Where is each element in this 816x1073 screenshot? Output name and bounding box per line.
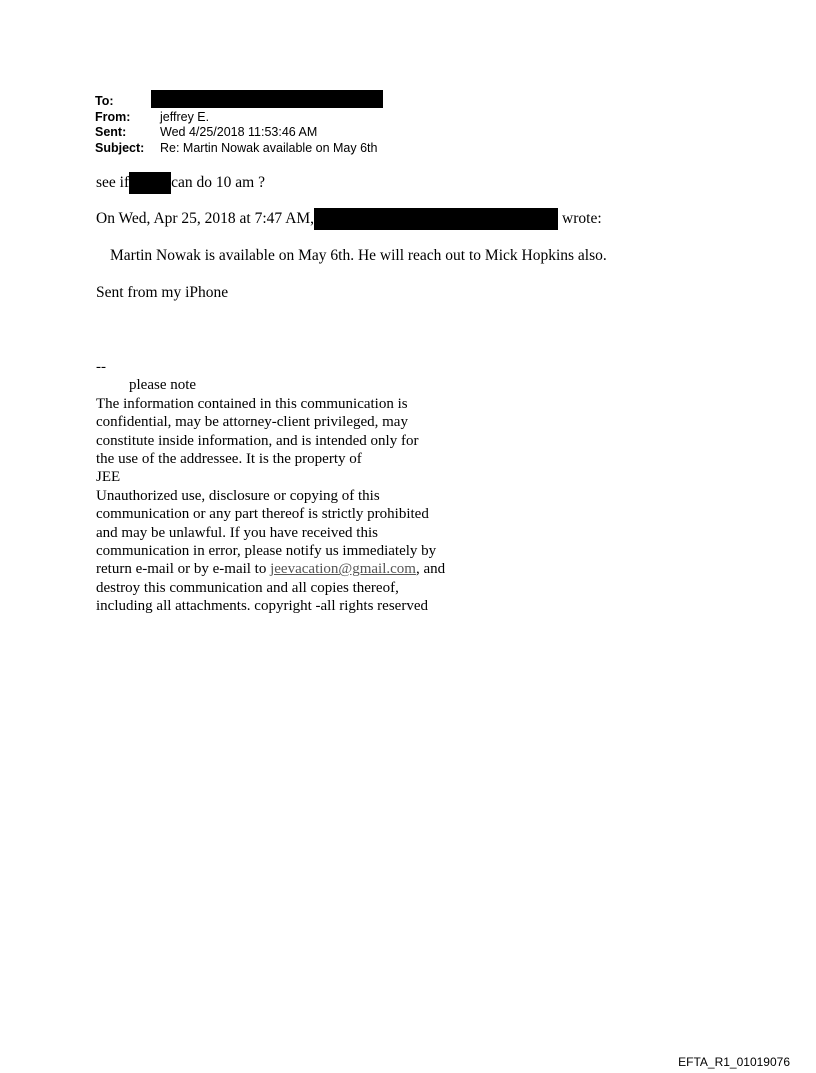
signature-line: the use of the addressee. It is the property of — [96, 450, 362, 467]
body-line-1 — [96, 173, 265, 193]
please-note-text: please note — [129, 377, 197, 394]
sent-value: Wed 4/25/2018 11:53:46 AM — [160, 125, 318, 139]
subject-value: Re: Martin Nowak available on May 6th — [160, 140, 378, 155]
signature-line: JEE — [96, 469, 121, 486]
sent-from-text: Sent from my iPhone — [96, 284, 229, 301]
signature-line: confidential, may be attorney-client privileged, may — [96, 414, 408, 431]
redaction-box — [151, 90, 383, 108]
redaction-box — [314, 208, 558, 230]
signature-line: including all attachments. copyright -all rights reserved — [96, 598, 428, 615]
quote-attribution-suffix: wrote: — [562, 210, 602, 227]
document-id: EFTA_R1_01019076 — [678, 1055, 790, 1069]
quote-attribution — [96, 209, 602, 229]
from-row — [95, 110, 383, 126]
from-label: From: — [95, 109, 131, 124]
sent-from-line — [96, 283, 228, 303]
quote-attribution-text: On Wed, Apr 25, 2018 at 7:47 AM, — [96, 210, 315, 227]
signature-line: constitute inside information, and is intended only for — [96, 432, 419, 449]
subject-row — [95, 141, 383, 157]
signature-line: The information contained in this communication is — [96, 395, 408, 412]
signature-line: Unauthorized use, disclosure or copying of this — [96, 487, 380, 504]
subject-label: Subject: — [95, 140, 145, 155]
to-label: To: — [95, 94, 114, 108]
email-link[interactable]: jeevacation@gmail.com — [270, 561, 416, 578]
signature-line: communication in error, please notify us immediately by — [96, 542, 437, 559]
from-value: jeffrey E. — [160, 109, 210, 124]
email-header — [95, 94, 383, 156]
quoted-message-text: Martin Nowak is available on May 6th. He will reach out to Mick Hopkins also. — [110, 247, 607, 264]
signature-line: communication or any part thereof is strictly prohibited — [96, 506, 429, 523]
signature-line: destroy this communication and all copies thereof, — [96, 579, 399, 596]
quoted-message — [110, 246, 607, 266]
body-text: see if — [96, 174, 130, 191]
sent-label: Sent: — [95, 125, 127, 139]
signature-text: , and — [415, 561, 446, 578]
signature-text: return e-mail or by e-mail to — [96, 561, 271, 578]
signature-email-line — [96, 560, 445, 578]
body-text: can do 10 am ? — [171, 174, 265, 191]
redaction-box — [129, 172, 171, 194]
signature-dashes: -- — [96, 359, 106, 375]
sent-row — [95, 125, 383, 141]
confidentiality-signature — [96, 358, 445, 615]
to-row — [95, 94, 383, 110]
signature-line: and may be unlawful. If you have received this — [96, 524, 378, 541]
